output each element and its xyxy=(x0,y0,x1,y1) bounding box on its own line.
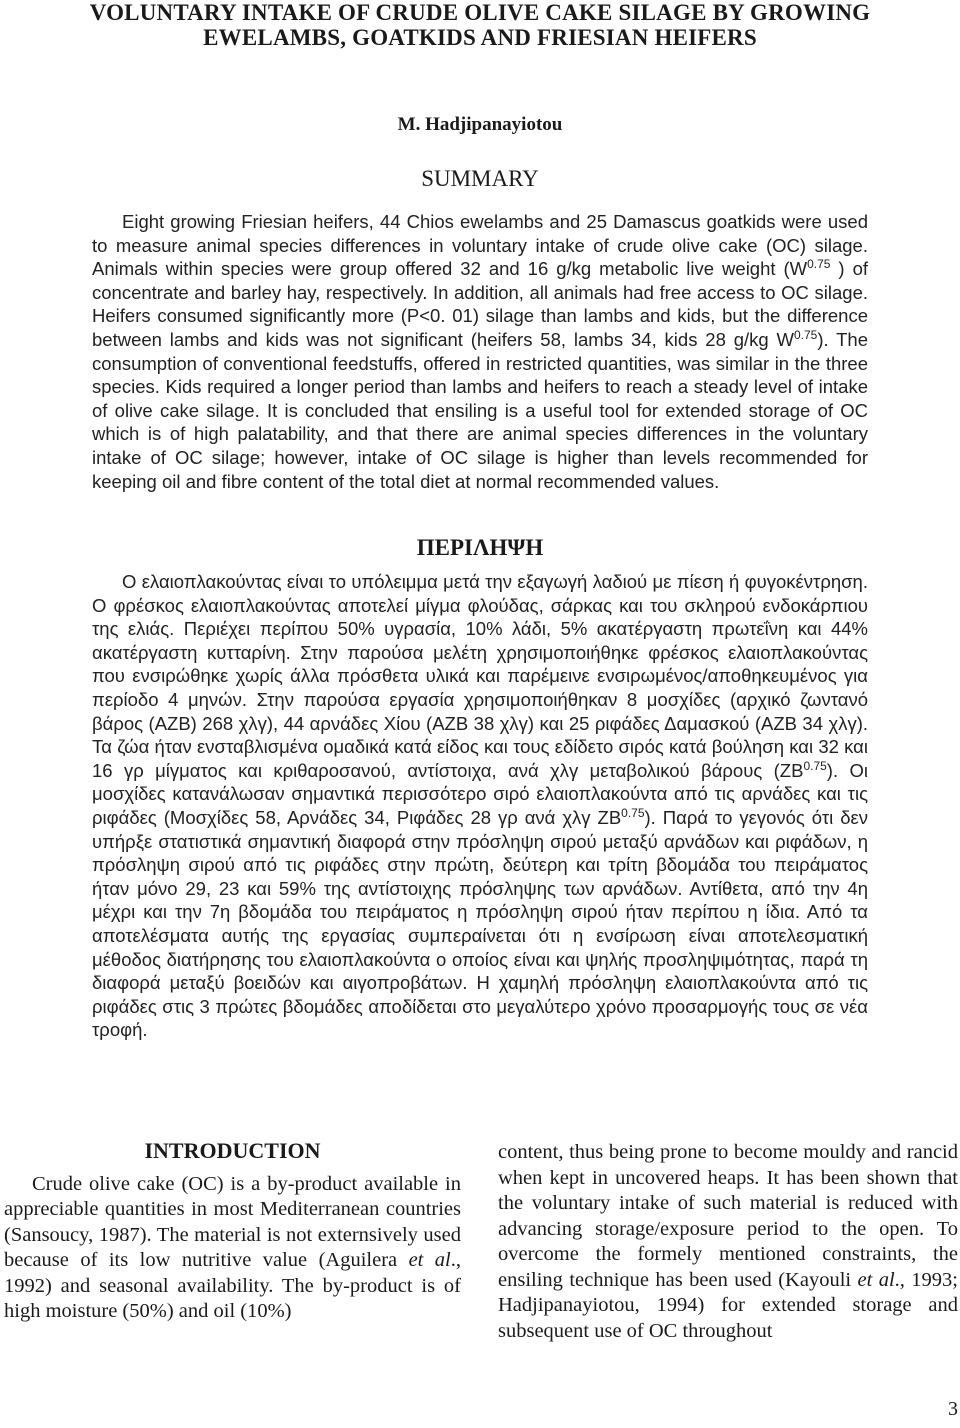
greek-superscript-2: 0.75 xyxy=(621,805,645,820)
introduction-heading: INTRODUCTION xyxy=(144,1138,321,1163)
intro-left-etal: et al xyxy=(408,1249,451,1271)
summary-body xyxy=(92,210,868,493)
intro-right-text-2: ., 1993; Hadjipanayiotou, 1994) for extended storage and subsequent use of OC throughout xyxy=(498,1268,959,1342)
greek-text-2: ). Οι μοσχίδες κατανάλωσαν σημαντικά περισσότερο σιρό ελαιοπλακούντα από τις αρνάδες και τις ριφάδες (Μοσχίδες 58, Αρνάδες 34, Ριφάδες 28 γρ ανά χλγ ΖΒ xyxy=(92,759,868,828)
summary-superscript-1: 0.75 xyxy=(807,257,831,272)
paper-title xyxy=(0,0,960,50)
greek-summary-heading: ΠΕΡΙΛΗΨΗ xyxy=(416,535,544,560)
summary-text-3: ). The consumption of conventional feedstuffs, offered in restricted quantities, was similar in the three species. Kids required a longer period than lambs and heifers to reach a steady level of intake of olive cake silage. It is concluded that ensiling is a useful tool for extended storage of OC which is of high palatability, and that there are animal species differences in the voluntary intake of OC silage; however, intake of OC silage is higher than levels recommended for keeping oil and fibre content of the total diet at normal recommended values. xyxy=(92,328,869,492)
intro-left-text-1: Crude olive cake (OC) is a by-product available in appreciable quantities in most Mediterranean countries (Sansoucy, 1987). The material is not externsively used because of its low nutritive value (Aguilera xyxy=(4,1172,461,1271)
introduction-left-column xyxy=(4,1138,461,1325)
intro-right-text-1: content, thus being prone to become mouldy and rancid when kept in uncovered heaps. It has been shown that the voluntary intake of such material is reduced with advancing storage/exposure period to the open. To overcome the formely mentioned constraints, the ensiling technique has been used (Kayouli xyxy=(498,1141,958,1291)
page-number: 3 xyxy=(948,1398,958,1420)
summary-text-1: Eight growing Friesian heifers, 44 Chios ewelambs and 25 Damascus goatkids were used to measure animal species differences in voluntary intake of crude olive cake (OC) silage. Animals within species were group offered 32 and 16 g/kg metabolic live weight (W xyxy=(92,211,868,280)
title-line-1: VOLUNTARY INTAKE OF CRUDE OLIVE CAKE SILAGE BY GROWING xyxy=(89,0,871,25)
greek-superscript-1: 0.75 xyxy=(803,758,827,773)
introduction-right-column xyxy=(498,1140,958,1344)
summary-text-2: ) of concentrate and barley hay, respectively. In addition, all animals had free access to OC silage. Heifers consumed significantly more (P<0. 01) silage than lambs and kids, but the difference between lambs and kids was not significant (heifers 58, lambs 34, kids 28 g/kg W xyxy=(92,258,868,350)
title-line-2: EWELAMBS, GOATKIDS AND FRIESIAN HEIFERS xyxy=(203,25,757,50)
author-name: M. Hadjipanayiotou xyxy=(397,114,563,135)
summary-heading: SUMMARY xyxy=(421,166,539,191)
greek-text-1: Ο ελαιοπλακούντας είναι το υπόλειμμα μετά την εξαγωγή λαδιού με πίεση ή φυγοκέντρηση. Ο φρέσκος ελαιοπλακούντας αποτελεί μίγμα φλούδας, σάρκας και του σκληρού ενδοκάρπιου της ελιάς. Περιέχει περίπου 50% υγρασία, 10% λάδι, 5% ακατέργαστη πρωτεΐνη και 44% ακατέργαστη κυτταρίνη. Στην παρούσα μελέτη χρησιμοποιήθηκε φρέσκος ελαιοπλακούντας που ενσιρώθηκε χωρίς άλλα πρόσθετα υλικά και παρέμεινε ενσιρωμένος/αποθηκευμένος για περίοδο 4 μηνών. Στην παρούσα εργασία χρησιμοποιήθηκαν 8 μοσχίδες (αρχικό ζωντανό βάρος (ΑΖΒ) 268 χλγ), 44 αρνάδες Χίου (ΑΖΒ 38 χλγ) και 25 ριφάδες Δαμασκού (ΑΖΒ 34 χλγ). Τα ζώα ήταν ενσταβλισμένα ομαδικά κατά είδος και τους εδίδετο σιρός κατά βούληση και 32 και 16 γρ μίγματος και κριθαροσανού, αντίστοιχα, ανά χλγ μεταβολικού βάρους (ΖΒ xyxy=(92,571,868,781)
greek-text-3: ). Παρά το γεγονός ότι δεν υπήρξε στατιστικά σημαντική διαφορά στην πρόσληψη σιρού μεταξύ αρνάδων και ριφάδων, η πρόσληψη σιρού από τις ριφάδες στην πρώτη, δεύτερη και τρίτη βδομάδα του πειράματος ήταν μόνο 29, 23 και 59% της αντίστοιχης πρόσληψης των αρνάδων. Αντίθετα, από την 4η μέχρι και την 7η βδομάδα του πειράματος η πρόσληψη σιρού ήταν περίπου η ίδια. Από τα αποτελέσματα αυτής της εργασίας συμπεραίνεται ότι η ενσίρωση είναι αποτελεσματική μέθοδος διατήρησης του ελαιοπλακούντα ο οποίος είναι και ψηλής προσληψιμότητας, παρά τη διαφορά μεταξύ βοειδών και αιγοπροβάτων. Η χαμηλή πρόσληψη ελαιοπλακούντα από τις ριφάδες στις 3 πρώτες βδομάδες αποδίδεται στο μεγαλύτερο χρόνο προσαρμογής τους σε νέα τροφή. xyxy=(92,806,868,1041)
intro-right-etal: et al xyxy=(857,1268,895,1291)
intro-left-text-2: ., 1992) and seasonal availability. The by-product is of high moisture (50%) and oil (10%) xyxy=(4,1249,461,1322)
summary-superscript-2: 0.75 xyxy=(793,327,818,342)
greek-summary-body xyxy=(92,570,868,1042)
